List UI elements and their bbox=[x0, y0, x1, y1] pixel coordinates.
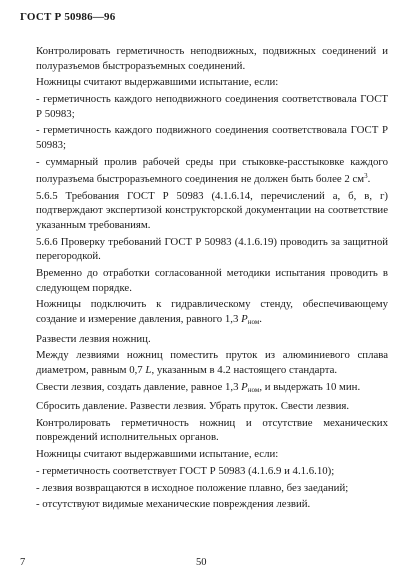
pressure-symbol: P bbox=[241, 312, 248, 325]
paragraph-8: Временно до отработки согласованной методики испытания проводить в следующем порядке. bbox=[36, 266, 388, 294]
paragraph-18: - отсутствуют видимые механические повреждения лезвий. bbox=[36, 498, 311, 511]
pressure-symbol-2: P bbox=[241, 380, 248, 393]
paragraph-13: Сбросить давление. Развести лезвия. Убрать пруток. Свести лезвия. bbox=[36, 400, 350, 413]
paragraph-5-tail: . bbox=[367, 173, 371, 186]
paragraph-4: - герметичность каждого подвижного соединения соответствовала ГОСТ Р 50983; bbox=[36, 124, 388, 151]
paragraph-9-tail: . bbox=[259, 312, 262, 325]
paragraph-12 bbox=[36, 380, 388, 398]
paragraph-7: 5.6.6 Проверку требований ГОСТ Р 50983 (4.1.6.19) проводить за защитной перегородкой. bbox=[36, 235, 388, 263]
paragraph-9-text: Ножницы подключить к гидравлическому стенду, обеспечивающему создание и измерение давления, равного 1,3 bbox=[36, 298, 388, 325]
paragraph-6: 5.6.5 Требования ГОСТ Р 50983 (4.1.6.14, перечислений а, б, в, г) подтверждают экспертизой конструкторской документации на соответствие указанным требованиям. bbox=[36, 189, 388, 231]
paragraph-5-text: - суммарный пролив рабочей среды при стыковке-расстыковке каждого полуразъема быстроразъемного соединения не должен быть более 2 см bbox=[36, 155, 388, 186]
standard-header: ГОСТ Р 50986—96 bbox=[20, 11, 116, 23]
paragraph-5-superscript: 3 bbox=[364, 172, 368, 181]
paragraph-2: Ножницы считают выдержавшими испытание, если: bbox=[36, 76, 279, 89]
paragraph-12-tail: , и выдержать 10 мин. bbox=[259, 380, 361, 393]
paragraph-11 bbox=[36, 348, 388, 377]
paragraph-16: - герметичность соответствует ГОСТ Р 50983 (4.1.6.9 и 4.1.6.10); bbox=[36, 464, 335, 477]
paragraph-15: Ножницы считают выдержавшими испытание, если: bbox=[36, 448, 279, 461]
paragraph-17: - лезвия возвращаются в исходное положение плавно, без заеданий; bbox=[36, 481, 349, 494]
paragraph-11-tail: , указанным в 4.2 настоящего стандарта. bbox=[151, 363, 338, 376]
document-body bbox=[36, 44, 388, 514]
pressure-subscript-2: ном bbox=[247, 385, 260, 394]
paragraph-12-text: Свести лезвия, создать давление, равное 1,3 bbox=[36, 380, 242, 393]
pressure-subscript: ном bbox=[247, 317, 260, 326]
footer-marker: 7 bbox=[20, 557, 26, 568]
paragraph-3: - герметичность каждого неподвижного соединения соответствовала ГОСТ Р 50983; bbox=[36, 92, 388, 120]
page-number: 50 bbox=[196, 557, 207, 568]
paragraph-14: Контролировать герметичность ножниц и отсутствие механических повреждений исполнительных органов. bbox=[36, 416, 388, 444]
paragraph-5 bbox=[36, 155, 388, 187]
paragraph-1: Контролировать герметичность неподвижных, подвижных соединений и полуразъемов быстроразъемных соединений. bbox=[36, 45, 388, 72]
length-symbol: L bbox=[145, 363, 152, 376]
paragraph-9 bbox=[36, 297, 388, 329]
paragraph-10: Развести лезвия ножниц. bbox=[36, 332, 151, 345]
paragraph-11-text: Между лезвиями ножниц поместить пруток из алюминиевого сплава диаметром, равным 0,7 bbox=[36, 349, 388, 376]
